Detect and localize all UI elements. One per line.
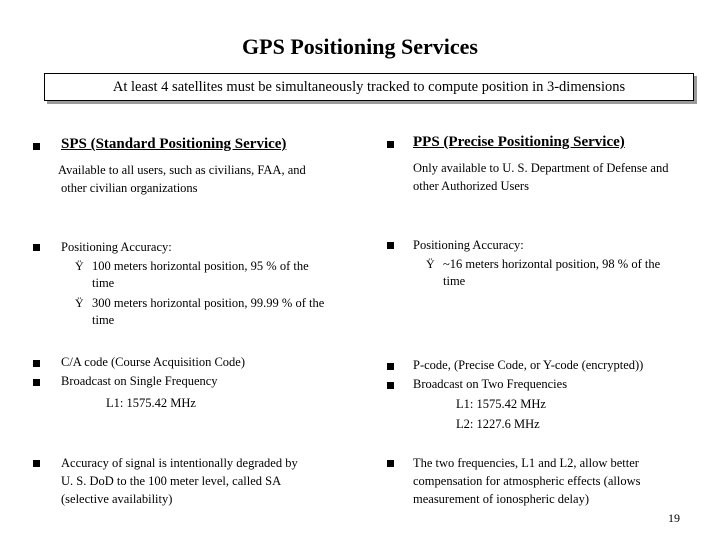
- pps-availability-line: other Authorized Users: [413, 179, 529, 193]
- sub-bullet-icon: Ÿ: [75, 259, 84, 273]
- pps-frequency-l1: L1: 1575.42 MHz: [456, 397, 546, 411]
- sps-degradation-bullet-icon: [33, 460, 40, 467]
- slide-title: GPS Positioning Services: [242, 34, 478, 59]
- sps-code-bullet-icon: [33, 360, 40, 367]
- sps-heading-bullet-icon: [33, 143, 40, 150]
- sps-code: C/A code (Course Acquisition Code): [61, 355, 246, 369]
- pps-frequency-l2: L2: 1227.6 MHz: [456, 417, 540, 431]
- pps-code-bullet-icon: [387, 363, 394, 370]
- sps-accuracy-item-line: time: [92, 313, 115, 327]
- sps-accuracy-item-line: 300 meters horizontal position, 99.99 % of the: [92, 296, 325, 310]
- pps-accuracy-label: Positioning Accuracy:: [413, 238, 524, 252]
- sps-degradation: [61, 454, 298, 508]
- pps-compensation-line: measurement of ionospheric delay): [413, 492, 589, 506]
- pps-compensation: [413, 454, 640, 508]
- pps-code: P-code, (Precise Code, or Y-code (encrypted)): [413, 358, 644, 372]
- sps-accuracy-label: Positioning Accuracy:: [61, 240, 172, 254]
- pps-compensation-line: compensation for atmospheric effects (allows: [413, 474, 641, 488]
- sps-degradation-line: Accuracy of signal is intentionally degraded by: [61, 456, 298, 470]
- pps-accuracy-item-line: time: [443, 274, 466, 288]
- pps-availability-line: Only available to U. S. Department of Defense and: [413, 161, 669, 175]
- sps-frequency-l1: L1: 1575.42 MHz: [106, 396, 196, 410]
- sps-accuracy-item: [92, 295, 324, 329]
- sub-bullet-icon: Ÿ: [75, 296, 84, 310]
- pps-broadcast-bullet-icon: [387, 382, 394, 389]
- sps-accuracy-item-line: time: [92, 276, 115, 290]
- sps-heading: SPS (Standard Positioning Service): [61, 136, 287, 152]
- sps-availability-line: other civilian organizations: [61, 181, 198, 195]
- pps-compensation-bullet-icon: [387, 460, 394, 467]
- sps-accuracy-item-line: 100 meters horizontal position, 95 % of the: [92, 259, 309, 273]
- pps-accuracy-bullet-icon: [387, 242, 394, 249]
- sps-degradation-line: (selective availability): [61, 492, 173, 506]
- sps-availability: [58, 161, 306, 197]
- sps-degradation-line: U. S. DoD to the 100 meter level, called SA: [61, 474, 282, 488]
- page-number: 19: [668, 511, 680, 525]
- pps-accuracy-item-line: ~16 meters horizontal position, 98 % of the: [443, 257, 661, 271]
- pps-availability: [413, 159, 668, 195]
- pps-heading: PPS (Precise Positioning Service): [413, 134, 625, 150]
- sps-accuracy-item: [92, 258, 309, 292]
- pps-broadcast: Broadcast on Two Frequencies: [413, 377, 568, 391]
- sps-accuracy-bullet-icon: [33, 244, 40, 251]
- pps-heading-bullet-icon: [387, 141, 394, 148]
- sub-bullet-icon: Ÿ: [426, 257, 435, 271]
- sps-broadcast: Broadcast on Single Frequency: [61, 374, 218, 388]
- requirement-banner: At least 4 satellites must be simultaneously tracked to compute position in 3-dimensions: [44, 73, 694, 101]
- sps-availability-line: Available to all users, such as civilians, FAA, and: [58, 163, 306, 177]
- pps-accuracy-item: [443, 256, 660, 290]
- sps-broadcast-bullet-icon: [33, 379, 40, 386]
- pps-compensation-line: The two frequencies, L1 and L2, allow better: [413, 456, 639, 470]
